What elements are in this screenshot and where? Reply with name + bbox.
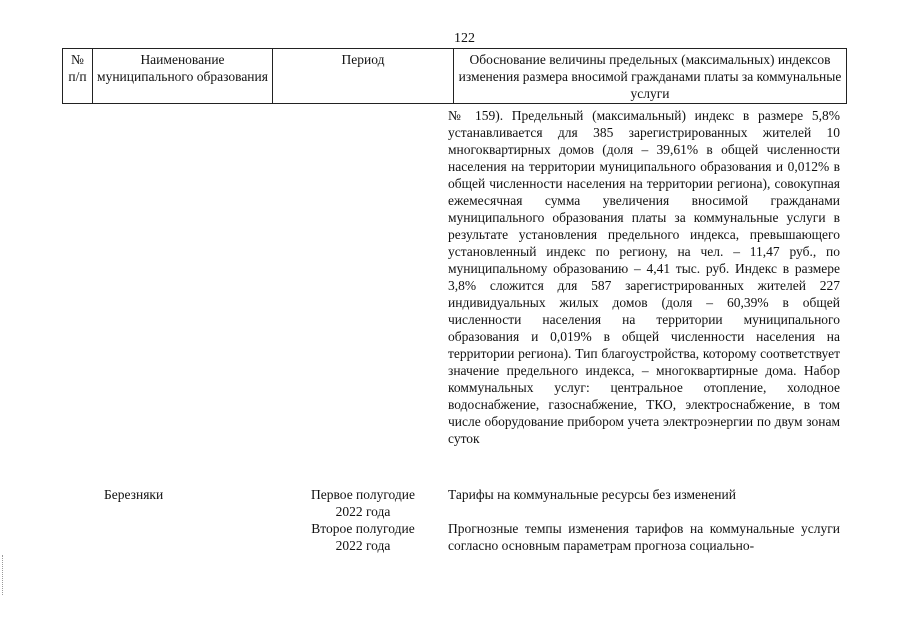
table-header: [62, 48, 847, 104]
municipality-name: Березняки: [104, 487, 164, 502]
header-col-justification: Обоснование величины предельных (максимальных) индексов изменения размера вносимой гражданами платы за коммунальные услуги: [454, 49, 847, 104]
page-number: 122: [454, 31, 475, 46]
continuation-paragraph: № 159). Предельный (максимальный) индекс в размере 5,8% устанавливается для 385 зарегистрированных жителей 10 многоквартирных домов (доля – 39,61% в общей численности населения на территории муниципального образования и 0,012% в общей численности населения на территории региона), совокупная ежемесячная сумма увеличения вносимой гражданами муниципального образования платы за коммунальные услуги в результате установления предельного индекса, превышающего установленный индекс по региону, на чел. – 11,47 руб., по муниципальному образованию – 4,41 тыс. руб. Индекс в размере 3,8% сложится для 587 зарегистрированных жителей 227 индивидуальных жилых домов (доля – 60,39% в общей численности населения на территории муниципального образования и 0,019% в общей численности населения на территории региона). Тип благоустройства, которому соответствует значение предельного индекса, – многоквартирные дома. Набор коммунальных услуг: центральное отопление, холодное водоснабжение, газоснабжение, ТКО, электроснабжение, в том числе оборудование прибором учета электроэнергии по двум зонам суток: [448, 108, 840, 446]
header-col-period: Период: [273, 49, 454, 104]
header-col-number: № п/п: [63, 49, 93, 104]
justification-first-half: Тарифы на коммунальные ресурсы без изменений: [448, 487, 736, 502]
period-second-half: Второе полугодие 2022 года: [311, 521, 415, 553]
period-first-half: Первое полугодие 2022 года: [311, 487, 415, 519]
justification-second-half: Прогнозные темпы изменения тарифов на коммунальные услуги согласно основным параметрам прогноза социально-: [448, 521, 840, 553]
scan-margin-mark: [2, 555, 7, 595]
header-col-municipality: Наименование муниципального образования: [93, 49, 273, 104]
